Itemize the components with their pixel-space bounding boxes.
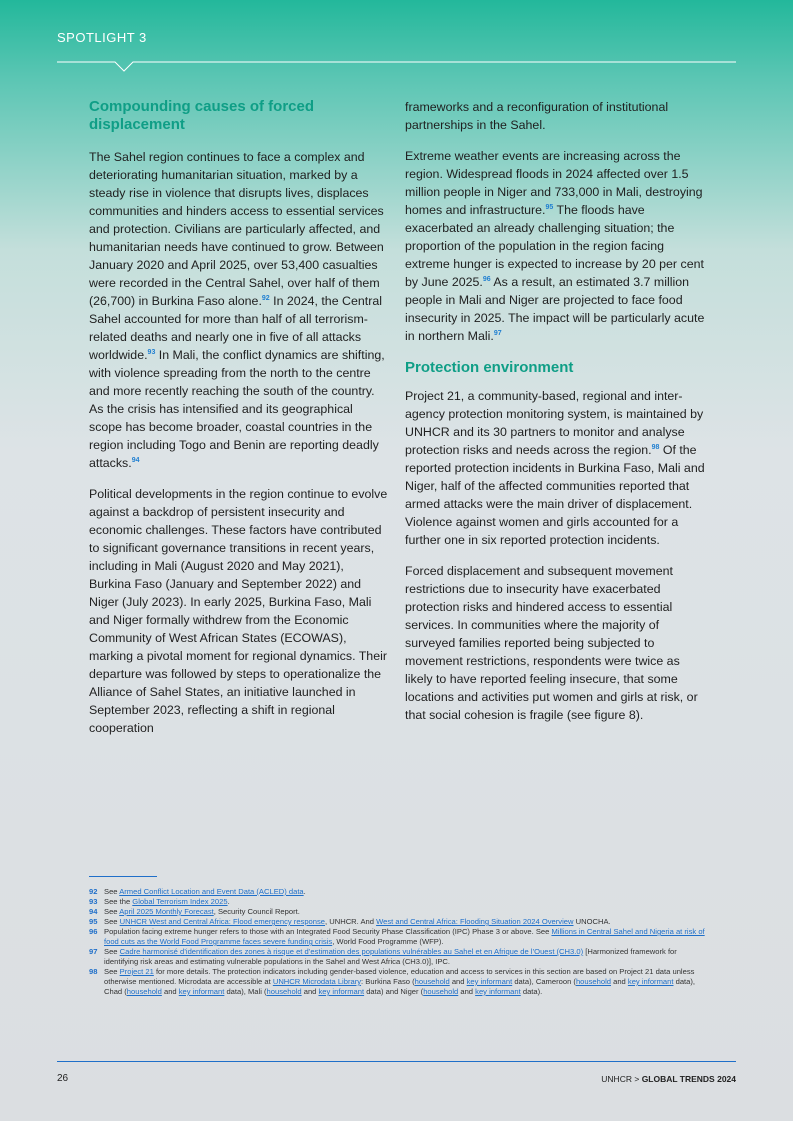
paragraph-text: Project 21, a community-based, regional and inter-agency protection monitoring system, is maintained by UNHCR and its 30 partners to monitor and analyse protection risks and needs across the region.	[405, 389, 704, 457]
footnote-ref-link[interactable]: 92	[261, 295, 270, 302]
footer-brand	[601, 1074, 736, 1084]
footnote-link[interactable]: household	[423, 987, 459, 996]
footnote-text: data), Mali (	[224, 987, 267, 996]
paragraph-text: Of the reported protection incidents in Burkina Faso, Mali and Niger, half of the affected communities reported that armed attacks were the main driver of displacement. Violence against women and girls accounted for a further one in six reported protection incidents.	[405, 443, 705, 547]
page-number: 26	[57, 1073, 69, 1084]
footnote-text: and	[301, 987, 319, 996]
footnote-ref-link[interactable]: 94	[131, 457, 140, 464]
footnote-text: See	[104, 887, 120, 896]
header-divider	[57, 61, 737, 75]
footnote-ref-link[interactable]: 95	[545, 204, 554, 211]
footnote-link[interactable]: Armed Conflict Location and Event Data (ACLED) data	[119, 887, 304, 896]
footnote-text: for more details. The protection indicators including gender-based violence, education and access to services in this section are based on Project 21 data unless otherwise mentioned. Microdata are accessible at	[104, 967, 695, 986]
paragraph-text: The Sahel region continues to face a complex and deteriorating humanitarian situation, marked by a steady rise in violence that disrupts lives, displaces communities and hinders access to essential services and protection. Civilians are particularly affected, and humanitarian needs have continued to grow. Between January 2020 and April 2025, over 53,400 casualties were recorded in the Central Sahel, over half of them (26,700) in Burkina Faso alone.	[89, 150, 384, 308]
footnote-text: See	[104, 917, 120, 926]
footnote-text: See	[104, 947, 120, 956]
footnote-number: 95	[89, 917, 98, 926]
footnote-95	[89, 917, 709, 927]
footnote-98	[89, 967, 709, 997]
right-column	[405, 98, 705, 737]
footnote-text: and	[449, 977, 467, 986]
footnote-link[interactable]: household	[126, 987, 162, 996]
footnote-ref-link[interactable]: 93	[147, 349, 156, 356]
paragraph-extreme-weather	[405, 147, 705, 345]
footnotes	[89, 887, 709, 997]
footnote-link[interactable]: household	[414, 977, 450, 986]
footnote-96	[89, 927, 709, 947]
footnote-link[interactable]: Global Terrorism Index 2025	[132, 897, 228, 906]
footnote-text: data) and Niger (	[364, 987, 424, 996]
footnote-92	[89, 887, 709, 897]
section-heading-protection: Protection environment	[405, 359, 574, 376]
paragraph-text: In 2024, the Central Sahel accounted for more than half of all terrorism-related deaths and nearly one in five of all attacks worldwide.	[89, 294, 382, 362]
paragraph-continuation: frameworks and a reconfiguration of institutional partnerships in the Sahel.	[405, 100, 669, 132]
footnote-text: , Security Council Report.	[213, 907, 300, 916]
footnote-link[interactable]: UNHCR West and Central Africa: Flood emergency response	[119, 917, 326, 926]
footnote-number: 94	[89, 907, 98, 916]
footnote-text: [Harmonized framework for identifying risk areas and estimating vulnerable populations in the Sahel and West Africa (CH3.0)], IPC.	[104, 947, 677, 966]
footnote-number: 98	[89, 967, 98, 976]
footnote-link[interactable]: Project 21	[119, 967, 154, 976]
footnote-ref-link[interactable]: 98	[651, 444, 660, 451]
footnote-link[interactable]: household	[575, 977, 611, 986]
paragraph-movement-restrictions: Forced displacement and subsequent movement restrictions due to insecurity have exacerbated protection risks and hindered access to essential services. In communities where the majority of surveyed families reported being subjected to movement restrictions, respondents were twice as likely to have reported feeling insecure, that some locations and activities put women and girls at risk, or that social cohesion is fragile (see figure 8).	[405, 564, 698, 722]
footnote-number: 93	[89, 897, 98, 906]
footer-report-title: GLOBAL TRENDS 2024	[641, 1074, 736, 1084]
footnote-ref-link[interactable]: 96	[482, 276, 491, 283]
footnote-text: , UNHCR. And	[325, 917, 377, 926]
paragraph-sahel-situation	[89, 148, 389, 472]
footnote-text: .	[227, 897, 230, 906]
footnote-link[interactable]: key informant	[318, 987, 365, 996]
footnote-text: , World Food Programme (WFP).	[332, 937, 444, 946]
footnote-text: : Burkina Faso (	[361, 977, 415, 986]
footnote-link[interactable]: Cadre harmonisé d’identification des zones à risque et d’estimation des populations vulnérables au Sahel et en Afrique de l’Ouest (CH3.0)	[119, 947, 584, 956]
footnote-link[interactable]: household	[266, 987, 302, 996]
paragraph-text: Extreme weather events are increasing across the region. Widespread floods in 2024 affected over 1.5 million people in Niger and 733,000 in Mali, destroying homes and infrastructure.	[405, 149, 703, 217]
footnote-text: .	[303, 887, 306, 896]
footnote-number: 97	[89, 947, 98, 956]
footnote-93	[89, 897, 709, 907]
paragraph-project-21	[405, 387, 705, 549]
footnote-link[interactable]: key informant	[466, 977, 513, 986]
footnote-link[interactable]: West and Central Africa: Flooding Situation 2024 Overview	[376, 917, 574, 926]
footnote-link[interactable]: key informant	[178, 987, 225, 996]
footnote-text: Population facing extreme hunger refers to those with an Integrated Food Security Phase Classification (IPC) Phase 3 or above. See	[104, 927, 552, 936]
paragraph-text: In Mali, the conflict dynamics are shifting, with violence spreading from the north to the centre and more recently reaching the south of the country. As the crisis has intensified and its geographical scope has become broader, coastal countries in the region including Togo and Benin are reporting deadly attacks.	[89, 348, 385, 470]
paragraph-political-developments: Political developments in the region continue to evolve against a backdrop of persistent insecurity and economic challenges. These factors have contributed to significant governance transitions in recent years, including in Mali (August 2020 and May 2021), Burkina Faso (January and September 2022) and Niger (July 2023). In early 2025, Burkina Faso, Mali and Niger formally withdrew from the Economic Community of West African States (ECOWAS), marking a pivotal moment for regional dynamics. Their departure was followed by steps to operationalize the Alliance of Sahel States, an initiative launched in September 2023, reflecting a shift in regional cooperation	[89, 487, 388, 735]
footer-divider	[57, 1061, 736, 1062]
footnote-text: and	[611, 977, 628, 986]
footnote-text: data).	[520, 987, 543, 996]
footnote-text: See the	[104, 897, 133, 906]
footnote-ref-link[interactable]: 97	[493, 330, 502, 337]
footnote-number: 96	[89, 927, 98, 936]
footnote-text: data), Chad (	[104, 977, 696, 996]
footnote-link[interactable]: key informant	[627, 977, 674, 986]
footnote-97	[89, 947, 709, 967]
footnote-94	[89, 907, 709, 917]
footnote-text: See	[104, 967, 120, 976]
footnote-link[interactable]: key informant	[475, 987, 521, 996]
footnote-text: data), Cameroon (	[512, 977, 576, 986]
footnote-text: and	[161, 987, 179, 996]
footnote-link[interactable]: UNHCR Microdata Library	[272, 977, 362, 986]
footnote-link[interactable]: April 2025 Monthly Forecast	[119, 907, 214, 916]
footnote-text: See	[104, 907, 120, 916]
footnote-number: 92	[89, 887, 98, 896]
paragraph-text: As a result, an estimated 3.7 million people in Mali and Niger are projected to face food insecurity in 2025. The impact will be particularly acute in northern Mali.	[405, 275, 705, 343]
footnote-text: UNOCHA.	[573, 917, 611, 926]
section-label: SPOTLIGHT 3	[57, 30, 147, 45]
footer-org: UNHCR >	[601, 1074, 640, 1084]
section-heading-causes: Compounding causes of forced displacement	[89, 98, 315, 133]
left-column	[89, 98, 389, 750]
paragraph-text: The floods have exacerbated an already challenging situation; the proportion of the population in the region facing extreme hunger is expected to increase by 20 per cent by June 2025.	[405, 203, 704, 289]
footnote-link[interactable]: Millions in Central Sahel and Nigeria at risk of food cuts as the World Food Programme faces severe funding crisis	[104, 927, 705, 946]
footnote-divider	[89, 876, 157, 877]
footnote-text: and	[458, 987, 476, 996]
